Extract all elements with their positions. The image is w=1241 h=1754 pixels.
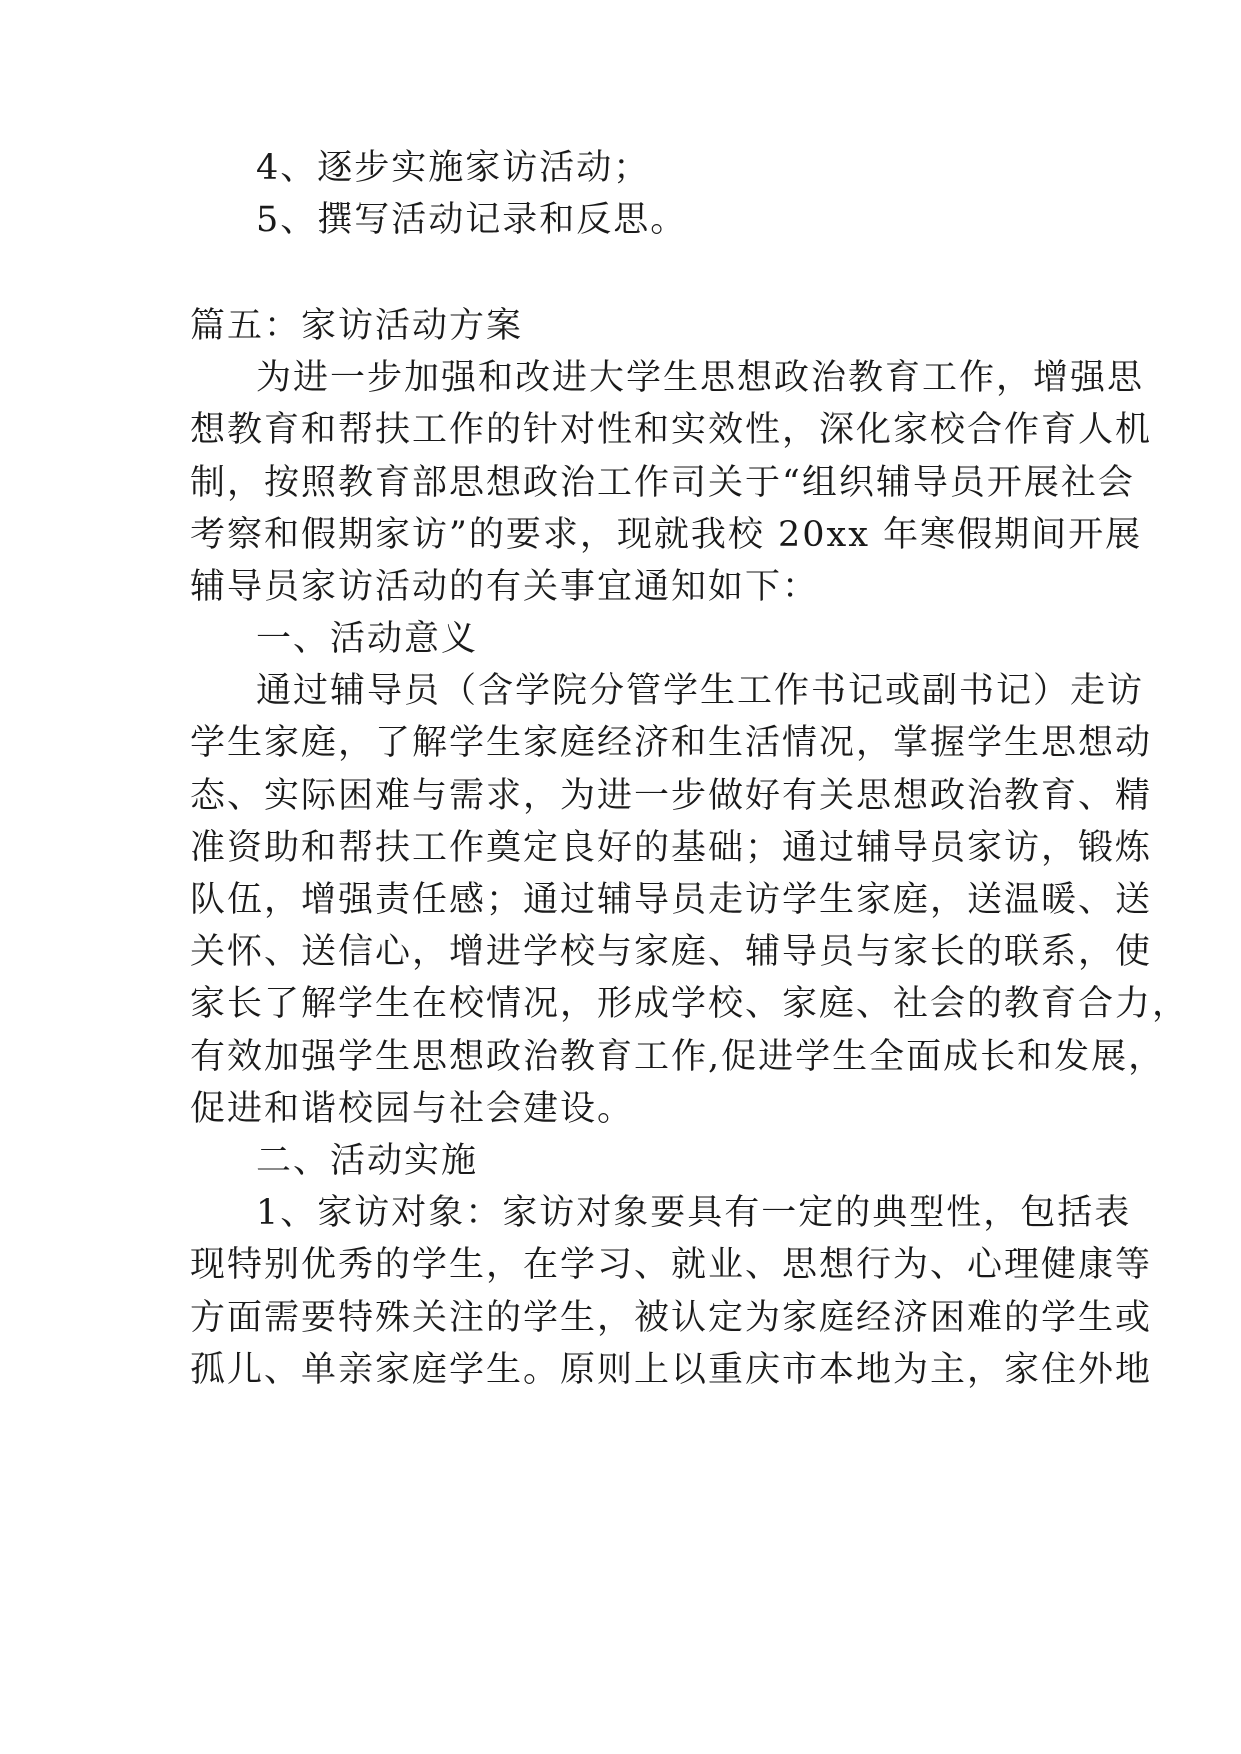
significance-line-2: 学生家庭，了解学生家庭经济和生活情况，掌握学生思想动 (190, 723, 1153, 763)
significance-line-3: 态、实际困难与需求，为进一步做好有关思想政治教育、精 (190, 776, 1153, 816)
heading-significance: 一、活动意义 (256, 619, 479, 659)
list-item-5: 5、撰写活动记录和反思。 (256, 200, 688, 240)
target-line-2: 现特别优秀的学生，在学习、就业、思想行为、心理健康等 (190, 1245, 1153, 1285)
significance-line-4: 准资助和帮扶工作奠定良好的基础；通过辅导员家访，锻炼 (190, 828, 1153, 868)
target-line-1: 1、家访对象：家访对象要具有一定的典型性，包括表 (256, 1193, 1132, 1233)
target-line-3: 方面需要特殊关注的学生，被认定为家庭经济困难的学生或 (190, 1298, 1153, 1338)
significance-line-8: 有效加强学生思想政治教育工作,促进学生全面成长和发展， (190, 1037, 1166, 1077)
significance-line-6: 关怀、送信心，增进学校与家庭、辅导员与家长的联系，使 (190, 932, 1153, 972)
list-item-4: 4、逐步实施家访活动； (256, 148, 651, 188)
significance-line-5: 队伍，增强责任感；通过辅导员走访学生家庭，送温暖、送 (190, 880, 1153, 920)
heading-implementation: 二、活动实施 (256, 1141, 479, 1181)
significance-line-1: 通过辅导员（含学院分管学生工作书记或副书记）走访 (256, 671, 1145, 711)
significance-line-9: 促进和谐校园与社会建设。 (190, 1089, 635, 1129)
intro-line-5: 辅导员家访活动的有关事宜通知如下： (190, 567, 820, 607)
section-title: 篇五：家访活动方案 (190, 306, 524, 346)
intro-line-4: 考察和假期家访”的要求，现就我校 20xx 年寒假期间开展 (190, 515, 1143, 555)
significance-line-7: 家长了解学生在校情况，形成学校、家庭、社会的教育合力， (190, 984, 1190, 1024)
intro-line-1: 为进一步加强和改进大学生思想政治教育工作，增强思 (256, 358, 1145, 398)
target-line-4: 孤儿、单亲家庭学生。原则上以重庆市本地为主，家住外地 (190, 1350, 1153, 1390)
intro-line-2: 想教育和帮扶工作的针对性和实效性，深化家校合作育人机 (190, 410, 1153, 450)
intro-line-3: 制，按照教育部思想政治工作司关于“组织辅导员开展社会 (190, 463, 1135, 503)
